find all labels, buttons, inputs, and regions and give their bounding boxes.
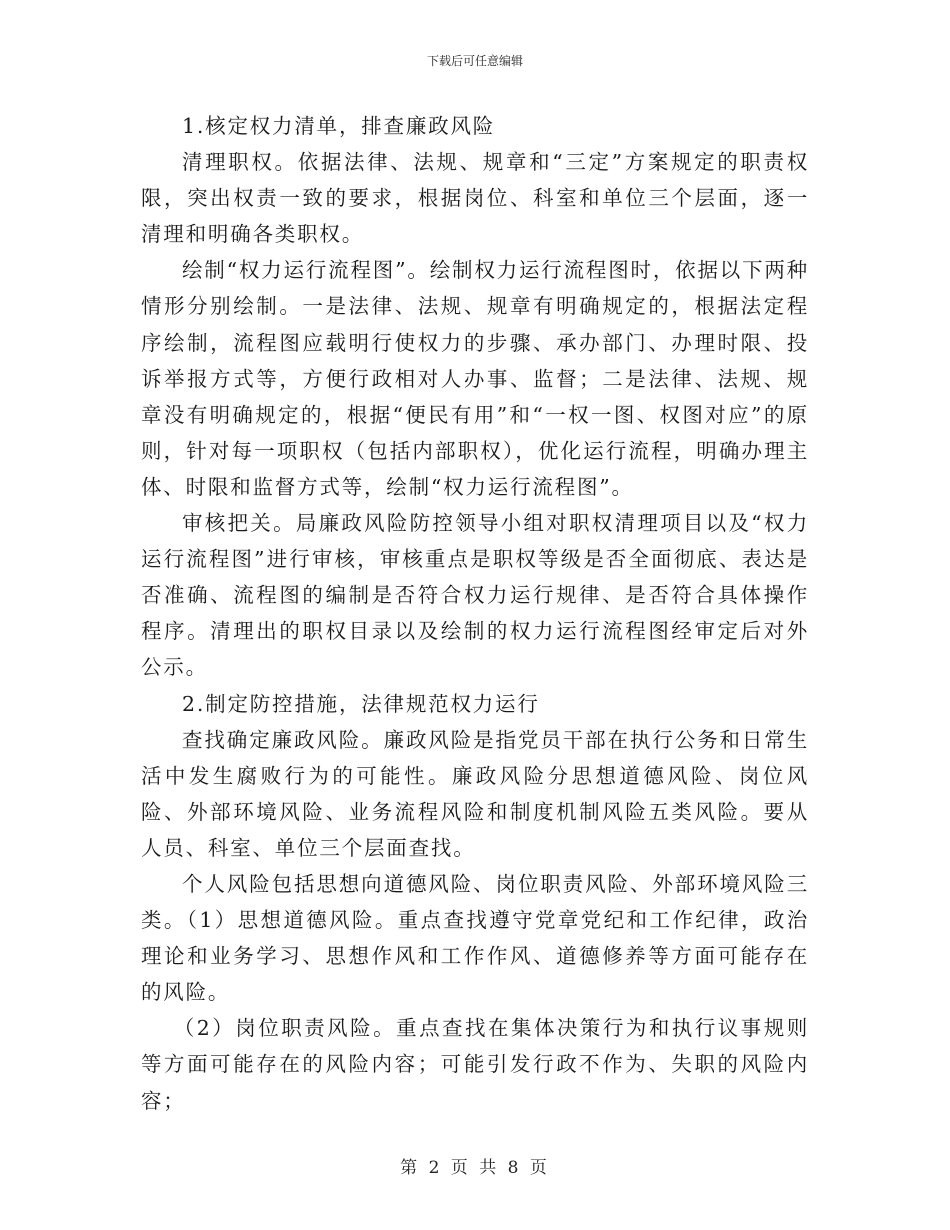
section-heading-1: 1.核定权力清单，排查廉政风险 — [182, 114, 496, 138]
section-heading-2: 2.制定防控措施，法律规范权力运行 — [182, 691, 540, 716]
paragraph-clean-powers: 清理职权。依据法律、法规、规章和“三定”方案规定的职责权限，突出权责一致的要求，根据岗位、科室和单位三个层面，逐一清理和明确各类职权。 — [141, 150, 809, 247]
page-number: 第 2 页 共 8 页 — [400, 1158, 550, 1178]
paragraph-review: 审核把关。局廉政风险防控领导小组对职权清理项目以及“权力运行流程图”进行审核，审核重点是职权等级是否全面彻底、表达是否准确、流程图的编制是否符合权力运行规律、是否符合具体操作程序。清理出的职权目录以及绘制的权力运行流程图经审定后对外公示。 — [141, 511, 809, 680]
page-header: 下载后可任意编辑 — [426, 54, 523, 68]
paragraph-post-duty-risks: （2）岗位职责风险。重点查找在集体决策行为和执行议事规则等方面可能存在的风险内容；可能引发行政不作为、失职的风险内容； — [141, 1016, 809, 1113]
paragraph-personal-risks: 个人风险包括思想向道德风险、岗位职责风险、外部环境风险三类。（1）思想道德风险。重点查找遵守党章党纪和工作纪律，政治理论和业务学习、思想作风和工作作风、道德修养等方面可能存在的风险。 — [141, 871, 809, 1005]
paragraph-draw-flowchart: 绘制“权力运行流程图”。绘制权力运行流程图时，依据以下两种情形分别绘制。一是法律、法规、规章有明确规定的，根据法定程序绘制，流程图应载明行使权力的步骤、承办部门、办理时限、投诉举报方式等，方便行政相对人办事、监督；二是法律、法规、规章没有明确规定的，根据“便民有用”和“一权一图、权图对应”的原则，针对每一项职权（包括内部职权），优化运行流程，明确办理主体、时限和监督方式等，绘制“权力运行流程图”。 — [141, 258, 809, 499]
document-body — [141, 108, 809, 1119]
paragraph-find-risks: 查找确定廉政风险。廉政风险是指党员干部在执行公务和日常生活中发生腐败行为的可能性。廉政风险分思想道德风险、岗位风险、外部环境风险、业务流程风险和制度机制风险五类风险。要从人员、科室、单位三个层面查找。 — [141, 727, 809, 860]
